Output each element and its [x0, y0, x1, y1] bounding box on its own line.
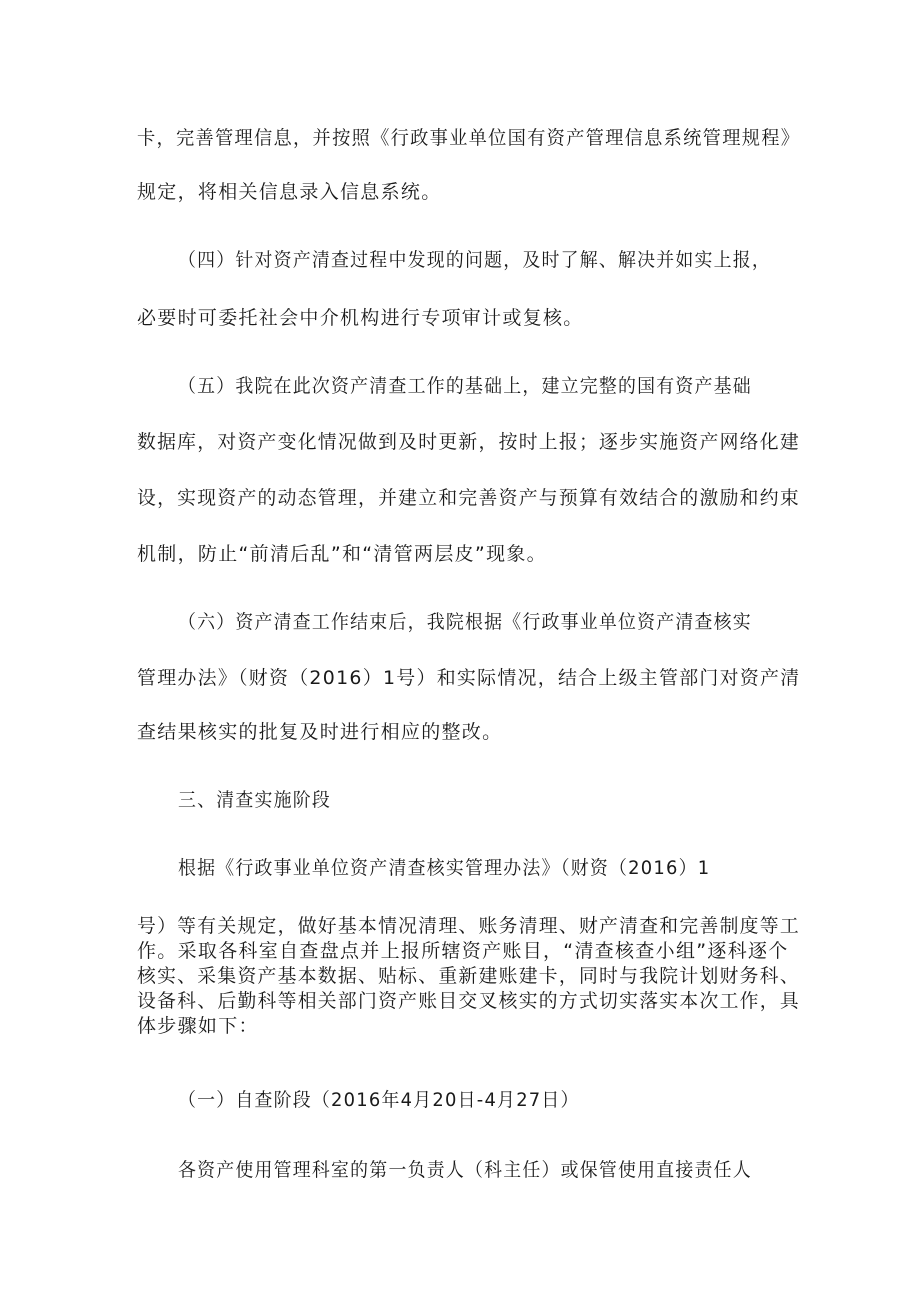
paragraph-line: 作。采取各科室自查盘点并上报所辖资产账目，“清查核查小组”逐科逐个: [137, 940, 789, 962]
paragraph-line: 管理办法》（财资（2016）1号）和实际情况，结合上级主管部门对资产清: [137, 667, 801, 689]
paragraph-line: （四）针对资产清查过程中发现的问题，及时了解、解决并如实上报，: [178, 249, 772, 271]
paragraph-line: 号）等有关规定，做好基本情况清理、账务清理、财产清查和完善制度等工: [137, 915, 800, 937]
paragraph-line: 查结果核实的批复及时进行相应的整改。: [137, 721, 503, 743]
paragraph-line: 根据《行政事业单位资产清查核实管理办法》（财资（2016）1: [178, 857, 711, 879]
stage-heading: （一）自查阶段（2016年4月20日-4月27日）: [178, 1089, 580, 1111]
paragraph-line: 数据库，对资产变化情况做到及时更新，按时上报；逐步实施资产网络化建: [137, 431, 800, 453]
dense-paragraph: [137, 914, 800, 1039]
paragraph-line: 体步骤如下：: [137, 1015, 259, 1037]
paragraph-line: 设，实现资产的动态管理，并建立和完善资产与预算有效结合的激励和约束: [137, 487, 800, 509]
paragraph-line: 设备科、后勤科等相关部门资产账目交叉核实的方式切实落实本次工作，具: [137, 990, 800, 1012]
paragraph-line: （五）我院在此次资产清查工作的基础上，建立完整的国有资产基础: [178, 375, 752, 397]
paragraph-line: 规定，将相关信息录入信息系统。: [137, 181, 442, 203]
paragraph-line: 必要时可委托社会中介机构进行专项审计或复核。: [137, 307, 584, 329]
paragraph-line: （六）资产清查工作结束后，我院根据《行政事业单位资产清查核实: [178, 611, 752, 633]
paragraph-line: 卡，完善管理信息，并按照《行政事业单位国有资产管理信息系统管理规程》: [137, 127, 801, 149]
paragraph-line: 各资产使用管理科室的第一负责人（科主任）或保管使用直接责任人: [178, 1159, 752, 1181]
paragraph-line: 核实、采集资产基本数据、贴标、重新建账建卡，同时与我院计划财务科、: [137, 965, 800, 987]
section-heading: 三、清查实施阶段: [178, 789, 332, 811]
paragraph-line: 机制，防止“前清后乱”和“清管两层皮”现象。: [137, 543, 547, 565]
